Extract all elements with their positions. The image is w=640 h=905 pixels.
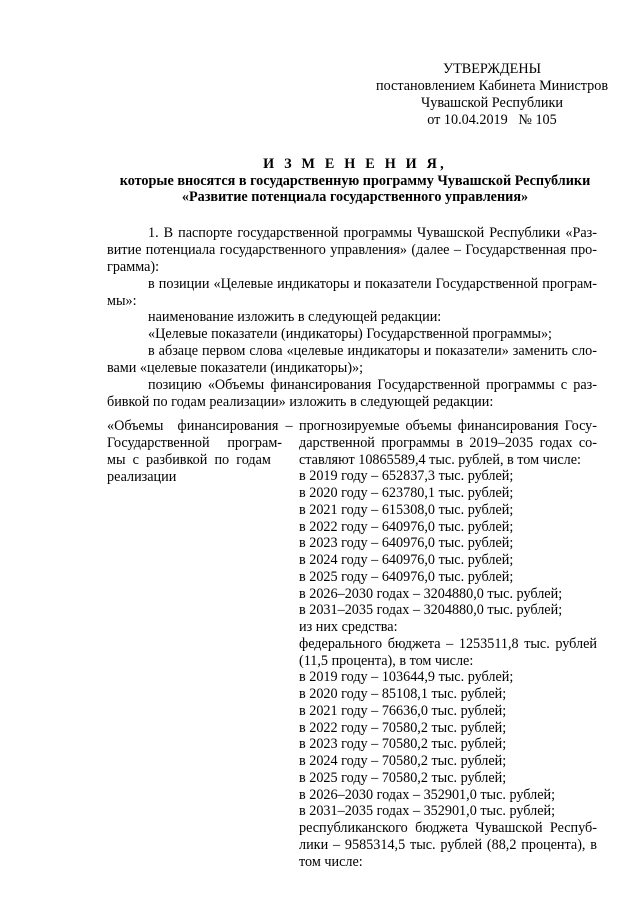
paragraph-line: наименование изложить в следующей редакции: xyxy=(148,309,442,326)
table-right-line: федерального бюджета – 1253511,8 тыс. рублей xyxy=(299,635,597,652)
table-left-line: «Объемы финансирования – xyxy=(107,418,293,434)
table-right-line: в 2022 году – 640976,0 тыс. рублей; xyxy=(299,518,514,535)
approval-line: постановлением Кабинета Министров xyxy=(375,77,609,94)
table-right-line: в 2021 году – 615308,0 тыс. рублей; xyxy=(299,501,514,518)
table-right-line: в 2024 году – 640976,0 тыс. рублей; xyxy=(299,552,514,568)
paragraph-line: в абзаце первом слова «целевые индикаторы и показатели» заменить сло- xyxy=(148,343,597,360)
table-right-line: в 2020 году – 623780,1 тыс. рублей; xyxy=(299,485,514,501)
table-right-line: в 2025 году – 640976,0 тыс. рублей; xyxy=(299,568,514,585)
approval-line: УТВЕРЖДЕНЫ xyxy=(443,61,541,77)
approval-line: от 10.04.2019 № 105 xyxy=(427,111,557,128)
paragraph-line: 1. В паспорте государственной программы Чувашской Республики «Раз- xyxy=(148,225,597,241)
table-right-line: в 2031–2035 годах – 352901,0 тыс. рублей; xyxy=(299,803,556,820)
table-right-line: том числе: xyxy=(299,853,363,870)
table-right-line: прогнозируемые объемы финансирования Госу- xyxy=(299,418,597,434)
approval-block xyxy=(372,61,612,129)
approval-line: Чувашской Республики xyxy=(421,94,563,111)
table-right-line: в 2019 году – 103644,9 тыс. рублей; xyxy=(299,669,514,686)
table-right-line: в 2026–2030 годах – 352901,0 тыс. рублей; xyxy=(299,786,556,803)
title-heading: И З М Е Н Е Н И Я, xyxy=(263,156,447,172)
table-right-line: в 2024 году – 70580,2 тыс. рублей; xyxy=(299,753,507,769)
paragraph-line: мы»: xyxy=(107,292,137,309)
paragraph-line: «Целевые показатели (индикаторы) Государственной программы»; xyxy=(148,326,552,343)
table-left-line: мы с разбивкой по годам xyxy=(107,451,271,468)
table-right-line: в 2026–2030 годах – 3204880,0 тыс. рублей; xyxy=(299,585,563,602)
table-right-line: дарственной программы в 2019–2035 годах со- xyxy=(299,434,597,451)
table-right-line: в 2019 году – 652837,3 тыс. рублей; xyxy=(299,468,514,485)
paragraph-line: позицию «Объемы финансирования Государственной программы с раз- xyxy=(148,377,597,394)
paragraph-line: грамма): xyxy=(107,258,160,275)
title-line-1: которые вносятся в государственную программу Чувашской Республики xyxy=(119,172,591,189)
paragraph-line: бивкой по годам реализации» изложить в следующей редакции: xyxy=(107,393,494,410)
table-right-line: в 2022 году – 70580,2 тыс. рублей; xyxy=(299,719,507,736)
table-right-line: в 2020 году – 85108,1 тыс. рублей; xyxy=(299,686,507,702)
table-right-line: из них средства: xyxy=(299,619,398,635)
paragraph-line: в позиции «Целевые индикаторы и показатели Государственной програм- xyxy=(148,275,597,292)
table-left-column xyxy=(107,418,291,486)
paragraph-line: вами «целевые показатели (индикаторы)»; xyxy=(107,360,364,377)
table-right-line: в 2025 году – 70580,2 тыс. рублей; xyxy=(299,769,507,786)
table-right-line: (11,5 процента), в том числе: xyxy=(299,652,474,669)
document-title xyxy=(60,156,640,206)
table-right-line: в 2023 году – 640976,0 тыс. рублей; xyxy=(299,535,514,552)
table-right-column xyxy=(299,418,597,870)
table-right-line: республиканского бюджета Чувашской Респуб- xyxy=(299,820,597,836)
table-right-line: в 2031–2035 годах – 3204880,0 тыс. рублей; xyxy=(299,602,563,619)
table-right-line: ставляют 10865589,4 тыс. рублей, в том числе: xyxy=(299,451,581,468)
table-right-line: лики – 9585314,5 тыс. рублей (88,2 процента), в xyxy=(299,836,597,853)
table-right-line: в 2023 году – 70580,2 тыс. рублей; xyxy=(299,736,507,753)
table-right-line: в 2021 году – 76636,0 тыс. рублей; xyxy=(299,702,507,719)
title-line-2: «Развитие потенциала государственного управления» xyxy=(181,189,529,205)
document-body xyxy=(107,225,597,411)
paragraph-line: витие потенциала государственного управления» (далее – Государственная про- xyxy=(107,241,597,258)
table-left-line: Государственной програм- xyxy=(107,434,283,451)
table-left-line: реализации xyxy=(107,468,177,485)
